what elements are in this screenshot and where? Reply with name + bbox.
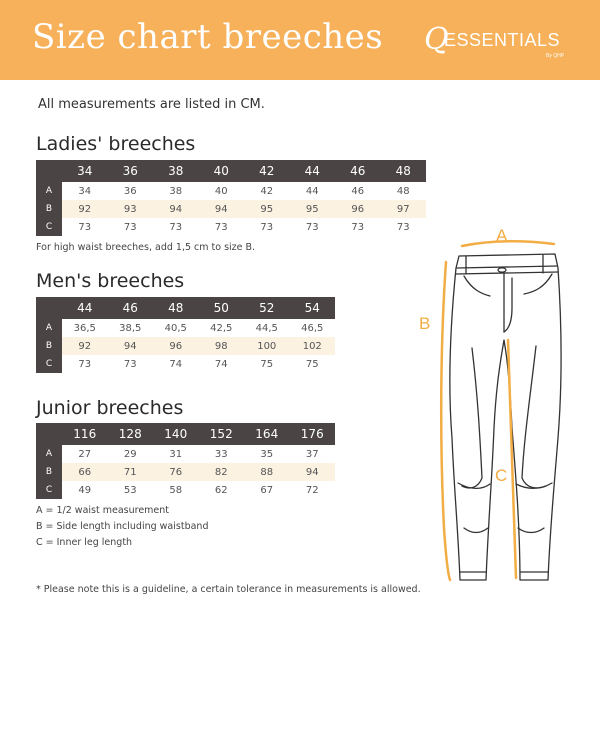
size-header-cell: 48 [153, 297, 199, 319]
measurement-cell: 96 [153, 337, 199, 355]
measurement-cell: 36,5 [73, 322, 96, 334]
table-header-row [36, 297, 335, 319]
row-label-cell: A [36, 445, 62, 463]
logo-byline: By QHP [546, 53, 565, 59]
measurement-cell: 73 [260, 221, 274, 233]
table-row [36, 218, 426, 236]
measurement-cell: 72 [305, 484, 319, 496]
measurement-cell: 74 [169, 358, 183, 370]
measurement-cell: 73 [396, 221, 410, 233]
dimension-label-a: A [496, 226, 508, 245]
breeches-diagram [412, 228, 582, 600]
size-header-cell: 140 [153, 423, 199, 445]
measurement-cell: 94 [199, 200, 245, 218]
table-row [36, 319, 335, 337]
row-label-cell: C [36, 355, 62, 373]
size-header-cell: 116 [62, 423, 108, 445]
header-corner [36, 423, 62, 445]
measurement-cell: 94 [108, 337, 154, 355]
measurement-cell: 76 [153, 463, 199, 481]
measurement-cell: 75 [305, 358, 319, 370]
size-header-cell: 42 [244, 160, 290, 182]
measurement-cell: 38,5 [119, 322, 142, 334]
header-banner [0, 0, 600, 80]
footnote: * Please note this is a guideline, a certain tolerance in measurements is allowed. [36, 584, 421, 595]
size-header-cell: 38 [153, 160, 199, 182]
breeches-illustration [412, 228, 582, 600]
measurement-cell: 58 [169, 484, 183, 496]
table-row [36, 355, 335, 373]
size-header-cell: 44 [290, 160, 336, 182]
junior-title: Junior breeches [36, 397, 184, 419]
measurement-cell: 73 [78, 221, 92, 233]
measurement-cell: 71 [108, 463, 154, 481]
measurement-cell: 46,5 [301, 322, 324, 334]
size-header-cell: 54 [290, 297, 336, 319]
measurement-cell: 31 [169, 448, 183, 460]
ladies-title: Ladies' breeches [36, 133, 196, 155]
size-header-cell: 40 [199, 160, 245, 182]
size-header-cell: 152 [199, 423, 245, 445]
measurement-cell: 49 [78, 484, 92, 496]
table-header-row [36, 423, 335, 445]
row-label-cell: A [36, 319, 62, 337]
measurement-cell: 102 [290, 337, 336, 355]
table-row [36, 337, 335, 355]
intro-text: All measurements are listed in CM. [38, 97, 265, 112]
page-title: Size chart breeches [32, 17, 384, 57]
measurement-cell: 95 [244, 200, 290, 218]
table-row [36, 182, 426, 200]
measurement-cell: 42 [260, 185, 274, 197]
dimension-label-c: C [495, 466, 508, 485]
measurement-cell: 93 [108, 200, 154, 218]
measurement-cell: 42,5 [210, 322, 233, 334]
measurement-cell: 44,5 [255, 322, 278, 334]
row-label-cell: B [36, 337, 62, 355]
legend-c: C = Inner leg length [36, 537, 133, 548]
size-header-cell: 46 [108, 297, 154, 319]
measurement-cell: 40 [214, 185, 228, 197]
table-row [36, 445, 335, 463]
size-header-cell: 164 [244, 423, 290, 445]
measurement-cell: 36 [123, 185, 137, 197]
measurement-cell: 73 [123, 221, 137, 233]
measurement-cell: 94 [153, 200, 199, 218]
measurement-cell: 67 [260, 484, 274, 496]
measurement-cell: 44 [305, 185, 319, 197]
ladies-size-table [36, 160, 426, 236]
ladies-note: For high waist breeches, add 1,5 cm to size B. [36, 242, 256, 253]
measurement-cell: 66 [62, 463, 108, 481]
measurement-cell: 38 [169, 185, 183, 197]
measurement-cell: 62 [214, 484, 228, 496]
measurement-cell: 40,5 [164, 322, 187, 334]
measurement-cell: 73 [78, 358, 92, 370]
measurement-cell: 73 [214, 221, 228, 233]
header-corner [36, 160, 62, 182]
size-header-cell: 48 [381, 160, 427, 182]
measurement-cell: 74 [214, 358, 228, 370]
measurement-cell: 29 [123, 448, 137, 460]
size-header-cell: 44 [62, 297, 108, 319]
men-title: Men's breeches [36, 270, 185, 292]
measurement-cell: 34 [78, 185, 92, 197]
measurement-cell: 100 [244, 337, 290, 355]
logo-q-mark: Q [424, 22, 449, 57]
measurement-cell: 37 [305, 448, 319, 460]
measurement-cell: 33 [214, 448, 228, 460]
size-header-cell: 36 [108, 160, 154, 182]
table-row [36, 463, 335, 481]
size-header-cell: 50 [199, 297, 245, 319]
measurement-cell: 73 [351, 221, 365, 233]
measurement-cell: 95 [290, 200, 336, 218]
size-header-cell: 52 [244, 297, 290, 319]
row-label-cell: A [36, 182, 62, 200]
dimension-label-b: B [419, 314, 431, 333]
size-header-cell: 176 [290, 423, 336, 445]
measurement-cell: 88 [244, 463, 290, 481]
size-header-cell: 34 [62, 160, 108, 182]
size-header-cell: 46 [335, 160, 381, 182]
header-corner [36, 297, 62, 319]
measurement-cell: 73 [169, 221, 183, 233]
men-size-table [36, 297, 335, 373]
measurement-cell: 82 [199, 463, 245, 481]
measurement-cell: 98 [199, 337, 245, 355]
brand-logo [424, 22, 574, 66]
measurement-cell: 35 [260, 448, 274, 460]
measurement-cell: 46 [351, 185, 365, 197]
measurement-cell: 94 [290, 463, 336, 481]
measurement-cell: 97 [381, 200, 427, 218]
measurement-cell: 92 [62, 200, 108, 218]
measurement-cell: 27 [78, 448, 92, 460]
size-header-cell: 128 [108, 423, 154, 445]
row-label-cell: B [36, 200, 62, 218]
row-label-cell: C [36, 481, 62, 499]
measurement-cell: 75 [260, 358, 274, 370]
logo-wordmark: ESSENTIALS [444, 30, 561, 50]
measurement-cell: 53 [123, 484, 137, 496]
table-row [36, 200, 426, 218]
table-row [36, 481, 335, 499]
measurement-cell: 92 [62, 337, 108, 355]
row-label-cell: C [36, 218, 62, 236]
measurement-cell: 96 [335, 200, 381, 218]
measurement-cell: 73 [305, 221, 319, 233]
legend-b: B = Side length including waistband [36, 521, 209, 532]
legend-a: A = 1/2 waist measurement [36, 505, 170, 516]
measurement-cell: 73 [123, 358, 137, 370]
table-header-row [36, 160, 426, 182]
measurement-cell: 48 [396, 185, 410, 197]
row-label-cell: B [36, 463, 62, 481]
junior-size-table [36, 423, 335, 499]
